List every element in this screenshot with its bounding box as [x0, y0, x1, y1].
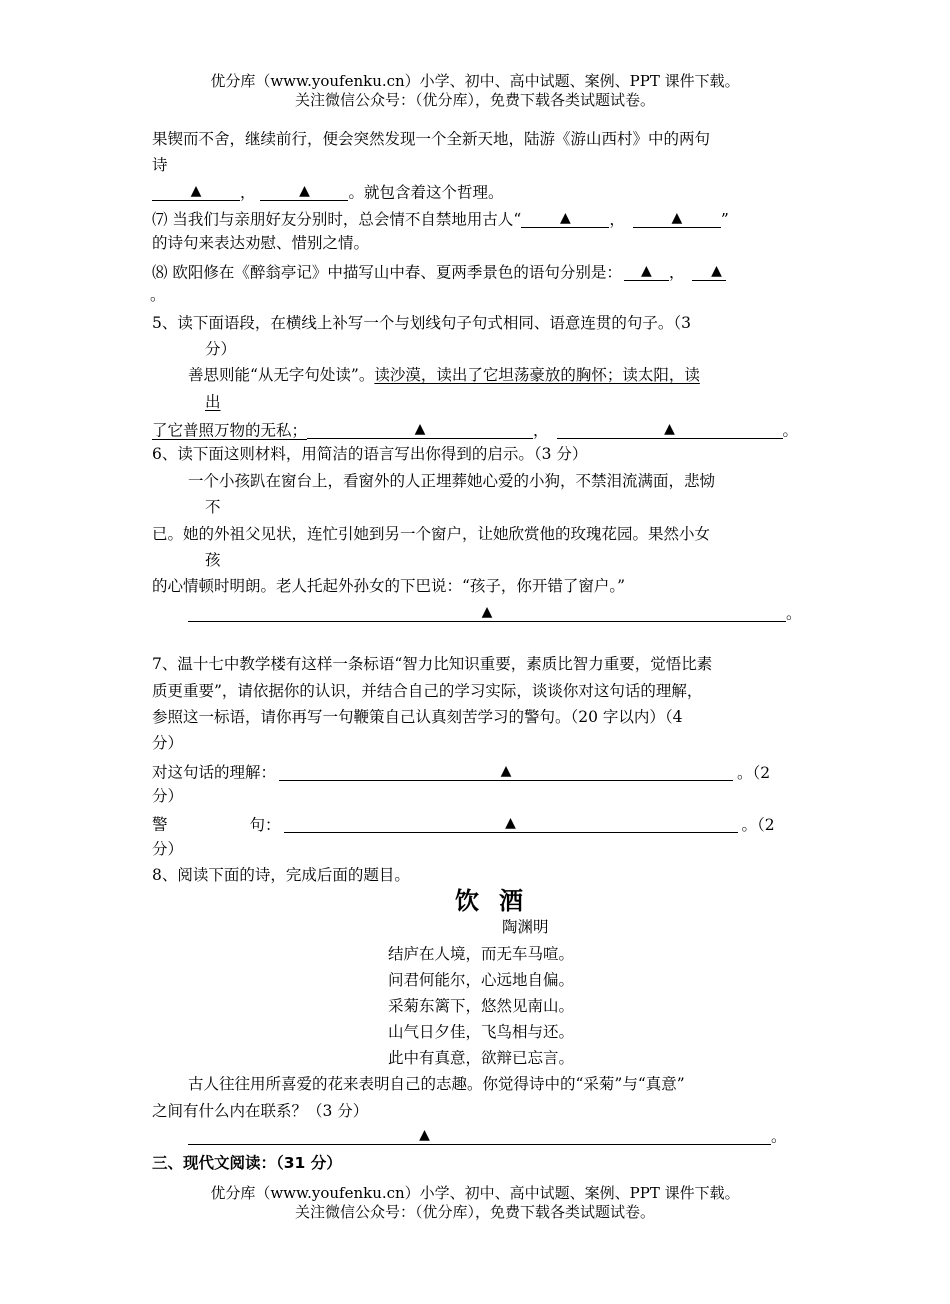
q7-stem-line-3: 参照这一标语，请你再写一句鞭策自己认真刻苦学习的警句。（20 字以内）（4: [152, 708, 683, 726]
triangle-mark: ▲: [481, 604, 493, 620]
q7-stem-line-1: 7、温十七中教学楼有这样一条标语“智力比知识重要，素质比智力重要，觉悟比素: [152, 655, 713, 673]
q7-understanding-line: 对这句话的理解： ▲ 。（2: [152, 763, 771, 782]
q5-stem-line-1: 5、读下面语段，在横线上补写一个与划线句子句式相同、语意连贯的句子。（3: [152, 314, 691, 332]
q7-understanding-points: 分）: [152, 787, 184, 805]
triangle-mark: ▲: [671, 210, 683, 226]
q4-item-8-end: 。: [150, 286, 166, 304]
answer-blank[interactable]: [260, 183, 348, 201]
poem-line: 结庐在人境，而无车马喧。: [388, 945, 575, 963]
header-line-1: 优分库（www.youfenku.cn）小学、初中、高中试题、案例、PPT 课件下载。: [210, 72, 740, 90]
poem-line: 问君何能尔，心远地自偏。: [388, 971, 575, 989]
q7-motto-line: 警 句： ▲ 。（2: [152, 815, 775, 834]
q8-question-line-2: 之间有什么内在联系？（3 分）: [152, 1102, 369, 1120]
q8-question-line-1: 古人往往用所喜爱的花来表明自己的志趣。你觉得诗中的“采菊”与“真意”: [188, 1075, 685, 1093]
answer-blank[interactable]: [307, 421, 533, 439]
poem-title: 饮酒: [455, 887, 543, 915]
q7-stem-line-4: 分）: [152, 734, 184, 752]
answer-blank[interactable]: [279, 763, 733, 781]
header-line-2: 关注微信公众号：（优分库），免费下载各类试题试卷。: [294, 91, 655, 109]
q6-material-line-2: 不: [205, 498, 221, 516]
triangle-mark: ▲: [641, 263, 652, 279]
q8-answer-line: ▲ 。: [188, 1127, 787, 1145]
q4-poem-blanks-line: ▲ ， ▲ 。就包含着这个哲理。: [152, 183, 503, 201]
answer-blank[interactable]: [152, 183, 240, 201]
q6-stem: 6、读下面这则材料，用简洁的语言写出你得到的启示。（3 分）: [152, 445, 588, 463]
answer-blank[interactable]: [692, 263, 726, 281]
answer-blank[interactable]: [188, 1127, 771, 1145]
q5-paragraph-line-3: 了它普照万物的无私； ▲ ， ▲ 。: [152, 421, 799, 440]
footer-line-1: 优分库（www.youfenku.cn）小学、初中、高中试题、案例、PPT 课件下载。: [210, 1184, 740, 1202]
answer-blank[interactable]: [284, 815, 738, 833]
q8-stem: 8、阅读下面的诗，完成后面的题目。: [152, 866, 410, 884]
q6-material-line-5: 的心情顿时明朗。老人托起外孙女的下巴说：“孩子，你开错了窗户。”: [152, 577, 626, 595]
poem-line: 采菊东篱下，悠然见南山。: [388, 997, 575, 1015]
poem-author: 陶渊明: [502, 918, 549, 936]
q6-material-line-3: 已。她的外祖父见状，连忙引她到另一个窗户，让她欣赏他的玫瑰花园。果然小女: [152, 525, 711, 543]
answer-blank[interactable]: [557, 421, 783, 439]
triangle-mark: ▲: [190, 183, 202, 199]
triangle-mark: ▲: [559, 210, 571, 226]
q4-item-8-line: ⑻ 欧阳修在《醉翁亭记》中描写山中春、夏两季景色的语句分别是： ▲ ， ▲: [152, 263, 726, 281]
poem-line: 此中有真意，欲辩已忘言。: [388, 1049, 575, 1067]
triangle-mark: ▲: [299, 183, 310, 199]
answer-blank[interactable]: [188, 604, 786, 622]
q4-item-7-line-1: ⑺ 当我们与亲朋好友分别时，总会情不自禁地用古人“ ▲ ， ▲ ”: [152, 210, 729, 229]
q4-continuation-line-2: 诗: [152, 156, 168, 174]
answer-blank[interactable]: [633, 210, 721, 228]
triangle-mark: ▲: [711, 263, 722, 279]
q5-paragraph-line-2: 出: [205, 393, 221, 411]
triangle-mark: ▲: [419, 1127, 430, 1143]
q7-motto-points: 分）: [152, 840, 184, 858]
q5-paragraph-line-1: 善思则能“从无字句处读”。读沙漠，读出了它坦荡豪放的胸怀；读太阳，读: [188, 366, 700, 384]
answer-blank[interactable]: [521, 210, 609, 228]
triangle-mark: ▲: [505, 815, 516, 831]
footer-line-2: 关注微信公众号：（优分库），免费下载各类试题试卷。: [294, 1203, 655, 1221]
q7-stem-line-2: 质更重要”，请依据你的认识，并结合自己的学习实际，谈谈你对这句话的理解，: [152, 682, 703, 700]
triangle-mark: ▲: [500, 763, 512, 779]
q4-item-7-line-2: 的诗句来表达劝慰、惜别之情。: [152, 234, 370, 252]
q6-answer-line: ▲ 。: [188, 604, 802, 622]
triangle-mark: ▲: [414, 421, 426, 437]
section-3-title: 三、现代文阅读：（31 分）: [152, 1154, 342, 1172]
q6-material-line-4: 孩: [205, 551, 221, 569]
answer-blank[interactable]: [624, 263, 669, 281]
poem-line: 山气日夕佳，飞鸟相与还。: [388, 1023, 575, 1041]
q6-material-line-1: 一个小孩趴在窗台上，看窗外的人正埋葬她心爱的小狗，不禁泪流满面，悲恸: [188, 472, 716, 490]
q4-continuation-line-1: 果锲而不舍，继续前行，便会突然发现一个全新天地，陆游《游山西村》中的两句: [152, 130, 711, 148]
triangle-mark: ▲: [664, 421, 675, 437]
q5-stem-line-2: 分）: [205, 340, 237, 358]
